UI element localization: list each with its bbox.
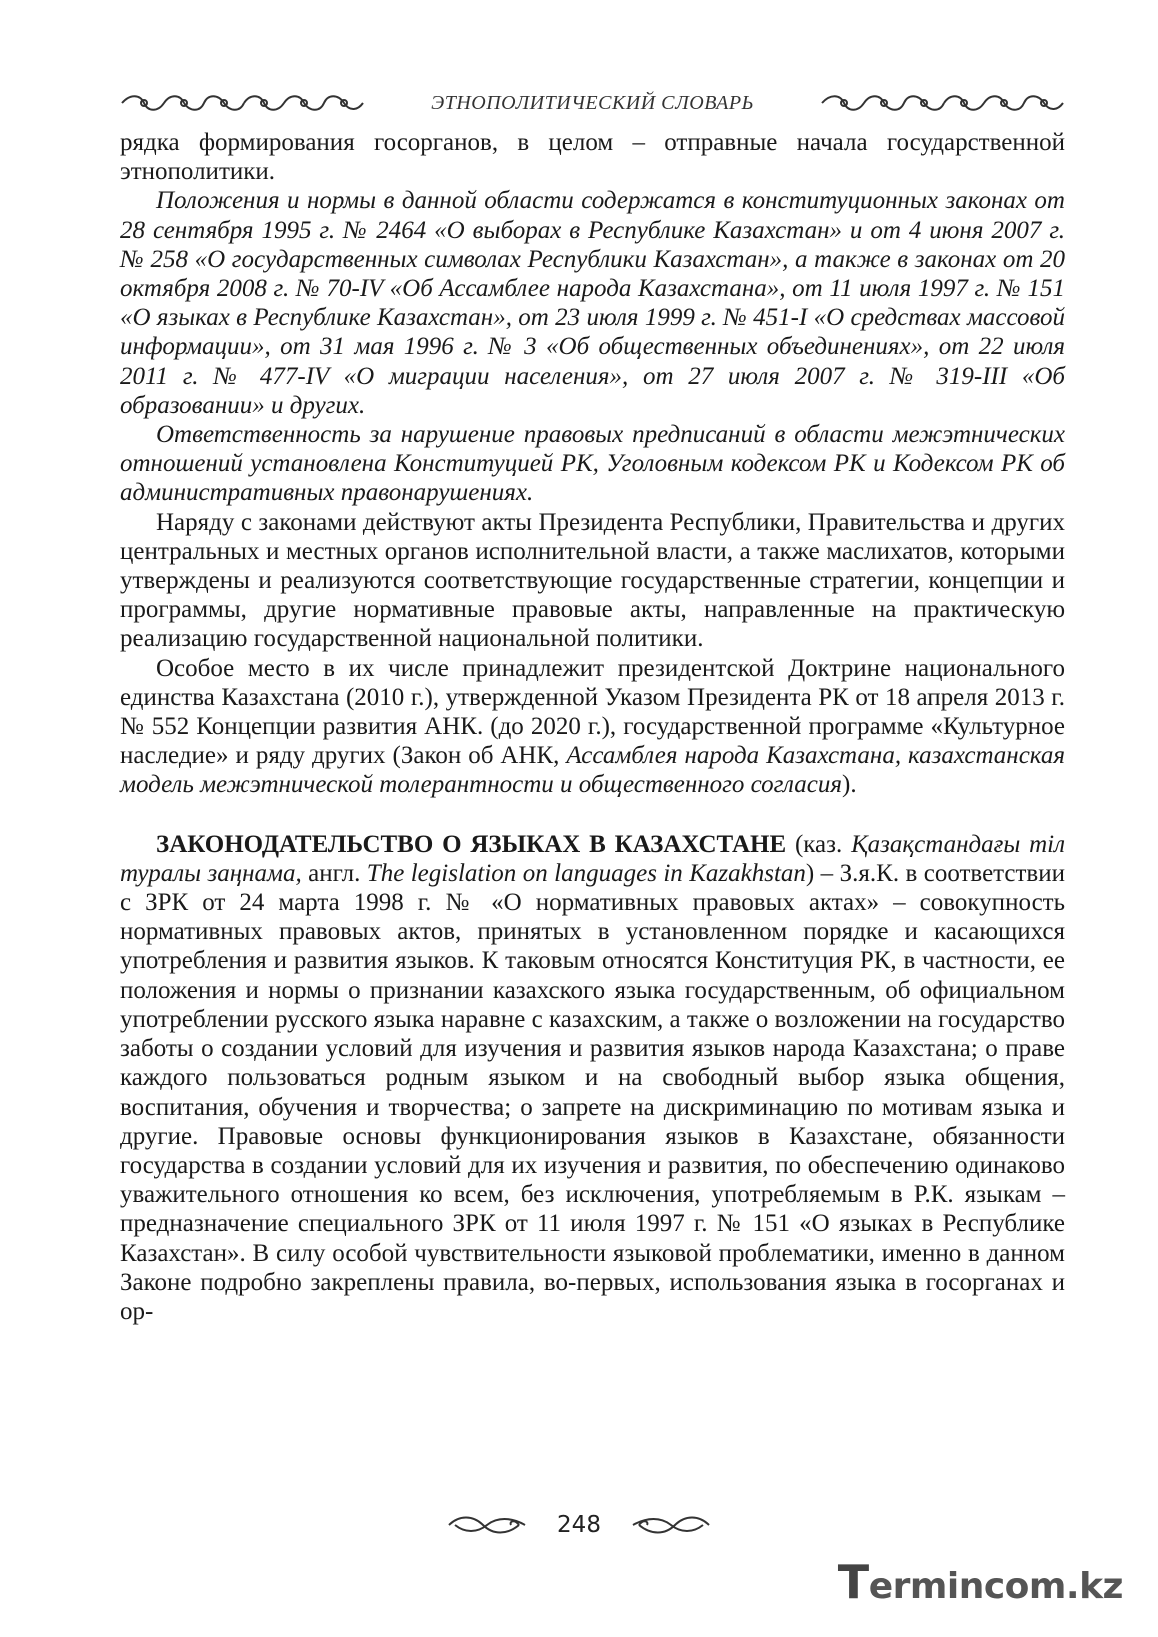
right-ornament-icon <box>820 92 1065 114</box>
running-header <box>120 86 1065 120</box>
paragraph-responsibility: Ответственность за нарушение правовых предписаний в области межэтнических отношений установлена Конституцией РК, Уголовным кодексом РК и Кодексом РК об административных правонарушениях. <box>120 421 1065 507</box>
doctrine-text: Особое место в их числе принадлежит президентской Доктрине национального единства Казахстана (2010 г.), утвержденной Указом Президента РК от 18 апреля 2013 г. № 552 Концепции развития АНК. (до 2020 г.), государственной программе «Культурное наследие» и ряду других (Закон об АНК, <box>120 654 1065 770</box>
doctrine-end: ). <box>842 771 857 799</box>
dictionary-entry <box>120 830 1065 1326</box>
paragraph-laws: Положения и нормы в данной области содержатся в конституционных законах от 28 сентября 1995 г. № 2464 «О выборах в Республике Казахстан» и от 4 июня 2007 г. № 258 «О государственных символах Республики Казахстан», а также в законах от 20 октября 2008 г. № 70-IV «Об Ассамблее народа Казахстана», от 11 июля 1997 г. № 151 «О языках в Республике Казахстан», от 23 июля 1999 г. № 451-I «О средствах массовой информации», от 31 мая 1996 г. № 3 «Об общественных объединениях», от 22 июля 2011 г. № 477-IV «О миграции населения», от 27 июля 2007 г. № 319-III «Об образовании» и других. <box>120 187 1065 419</box>
entry-gap <box>120 800 1065 830</box>
doctrine-see-also: Ассамблея народа Казахстана, казахстанская модель межэтнической толерантности и общественного согласия <box>120 742 1065 799</box>
page-footer <box>0 1505 1158 1545</box>
page-number: 248 <box>557 1512 601 1538</box>
watermark-text: ermincom.kz <box>868 1566 1123 1607</box>
page-body <box>120 128 1065 1326</box>
paragraph-doctrine <box>120 654 1065 800</box>
paragraph-continuation: рядка формирования госорганов, в целом – отправные начала государственной этнополитики. <box>120 129 1065 186</box>
paragraph-acts: Наряду с законами действуют акты Президента Республики, Правительства и других центральных и местных органов исполнительной власти, а также маслихатов, которыми утверждены и реализуются соответствующие государственные стратегии, концепции и программы, другие нормативные правовые акты, направленные на практическую реализацию государственной национальной политики. <box>120 508 1065 653</box>
entry-eng-term: The legislation on languages in Kazakhstan <box>366 859 806 887</box>
left-flourish-icon <box>447 1513 527 1537</box>
running-title: ЭТНОПОЛИТИЧЕСКИЙ СЛОВАРЬ <box>431 91 754 114</box>
watermark-logo <box>838 1555 1123 1609</box>
entry-term: ЗАКОНОДАТЕЛЬСТВО О ЯЗЫКАХ В КАЗАХСТАНЕ <box>156 830 787 858</box>
entry-eng-prefix: англ. <box>301 859 367 887</box>
watermark-t: T <box>837 1555 869 1609</box>
entry-body: ) – З.я.К. в соответствии с ЗРК от 24 марта 1998 г. № «О нормативных правовых актах» – совокупность нормативных правовых актов, принятых в установленном порядке и касающихся употребления и развития языков. К таковым относятся Конституция РК, в частности, ее положения и нормы о признании казахского языка государственным, об официальном употреблении русского языка наравне с казахским, а также о возложении на государство заботы о создании условий для изучения и развития языков народа Казахстана; о праве каждого пользоваться родным языком и на свободный выбор языка общения, воспитания, обучения и творчества; о запрете на дискриминацию по мотивам языка и другие. Правовые основы функционирования языков в Казахстане, обязанности государства в создании условий для их изучения и развития, по обеспечению одинаково уважительного отношения ко всем, без исключения, употребляемым в Р.К. языкам – предназначение специального ЗРК от 11 июля 1997 г. № 151 «О языках в Республике Казахстан». В силу особой чувствительности языковой проблематики, именно в данном Законе подробно закреплены правила, во-первых, использования языка в госорганах и ор- <box>120 859 1065 1325</box>
left-ornament-icon <box>120 92 365 114</box>
entry-kaz-prefix: (каз. <box>786 830 852 858</box>
right-flourish-icon <box>631 1513 711 1537</box>
entry-kaz-term: Қазақстандағы тіл туралы заңнама, <box>120 830 1065 887</box>
